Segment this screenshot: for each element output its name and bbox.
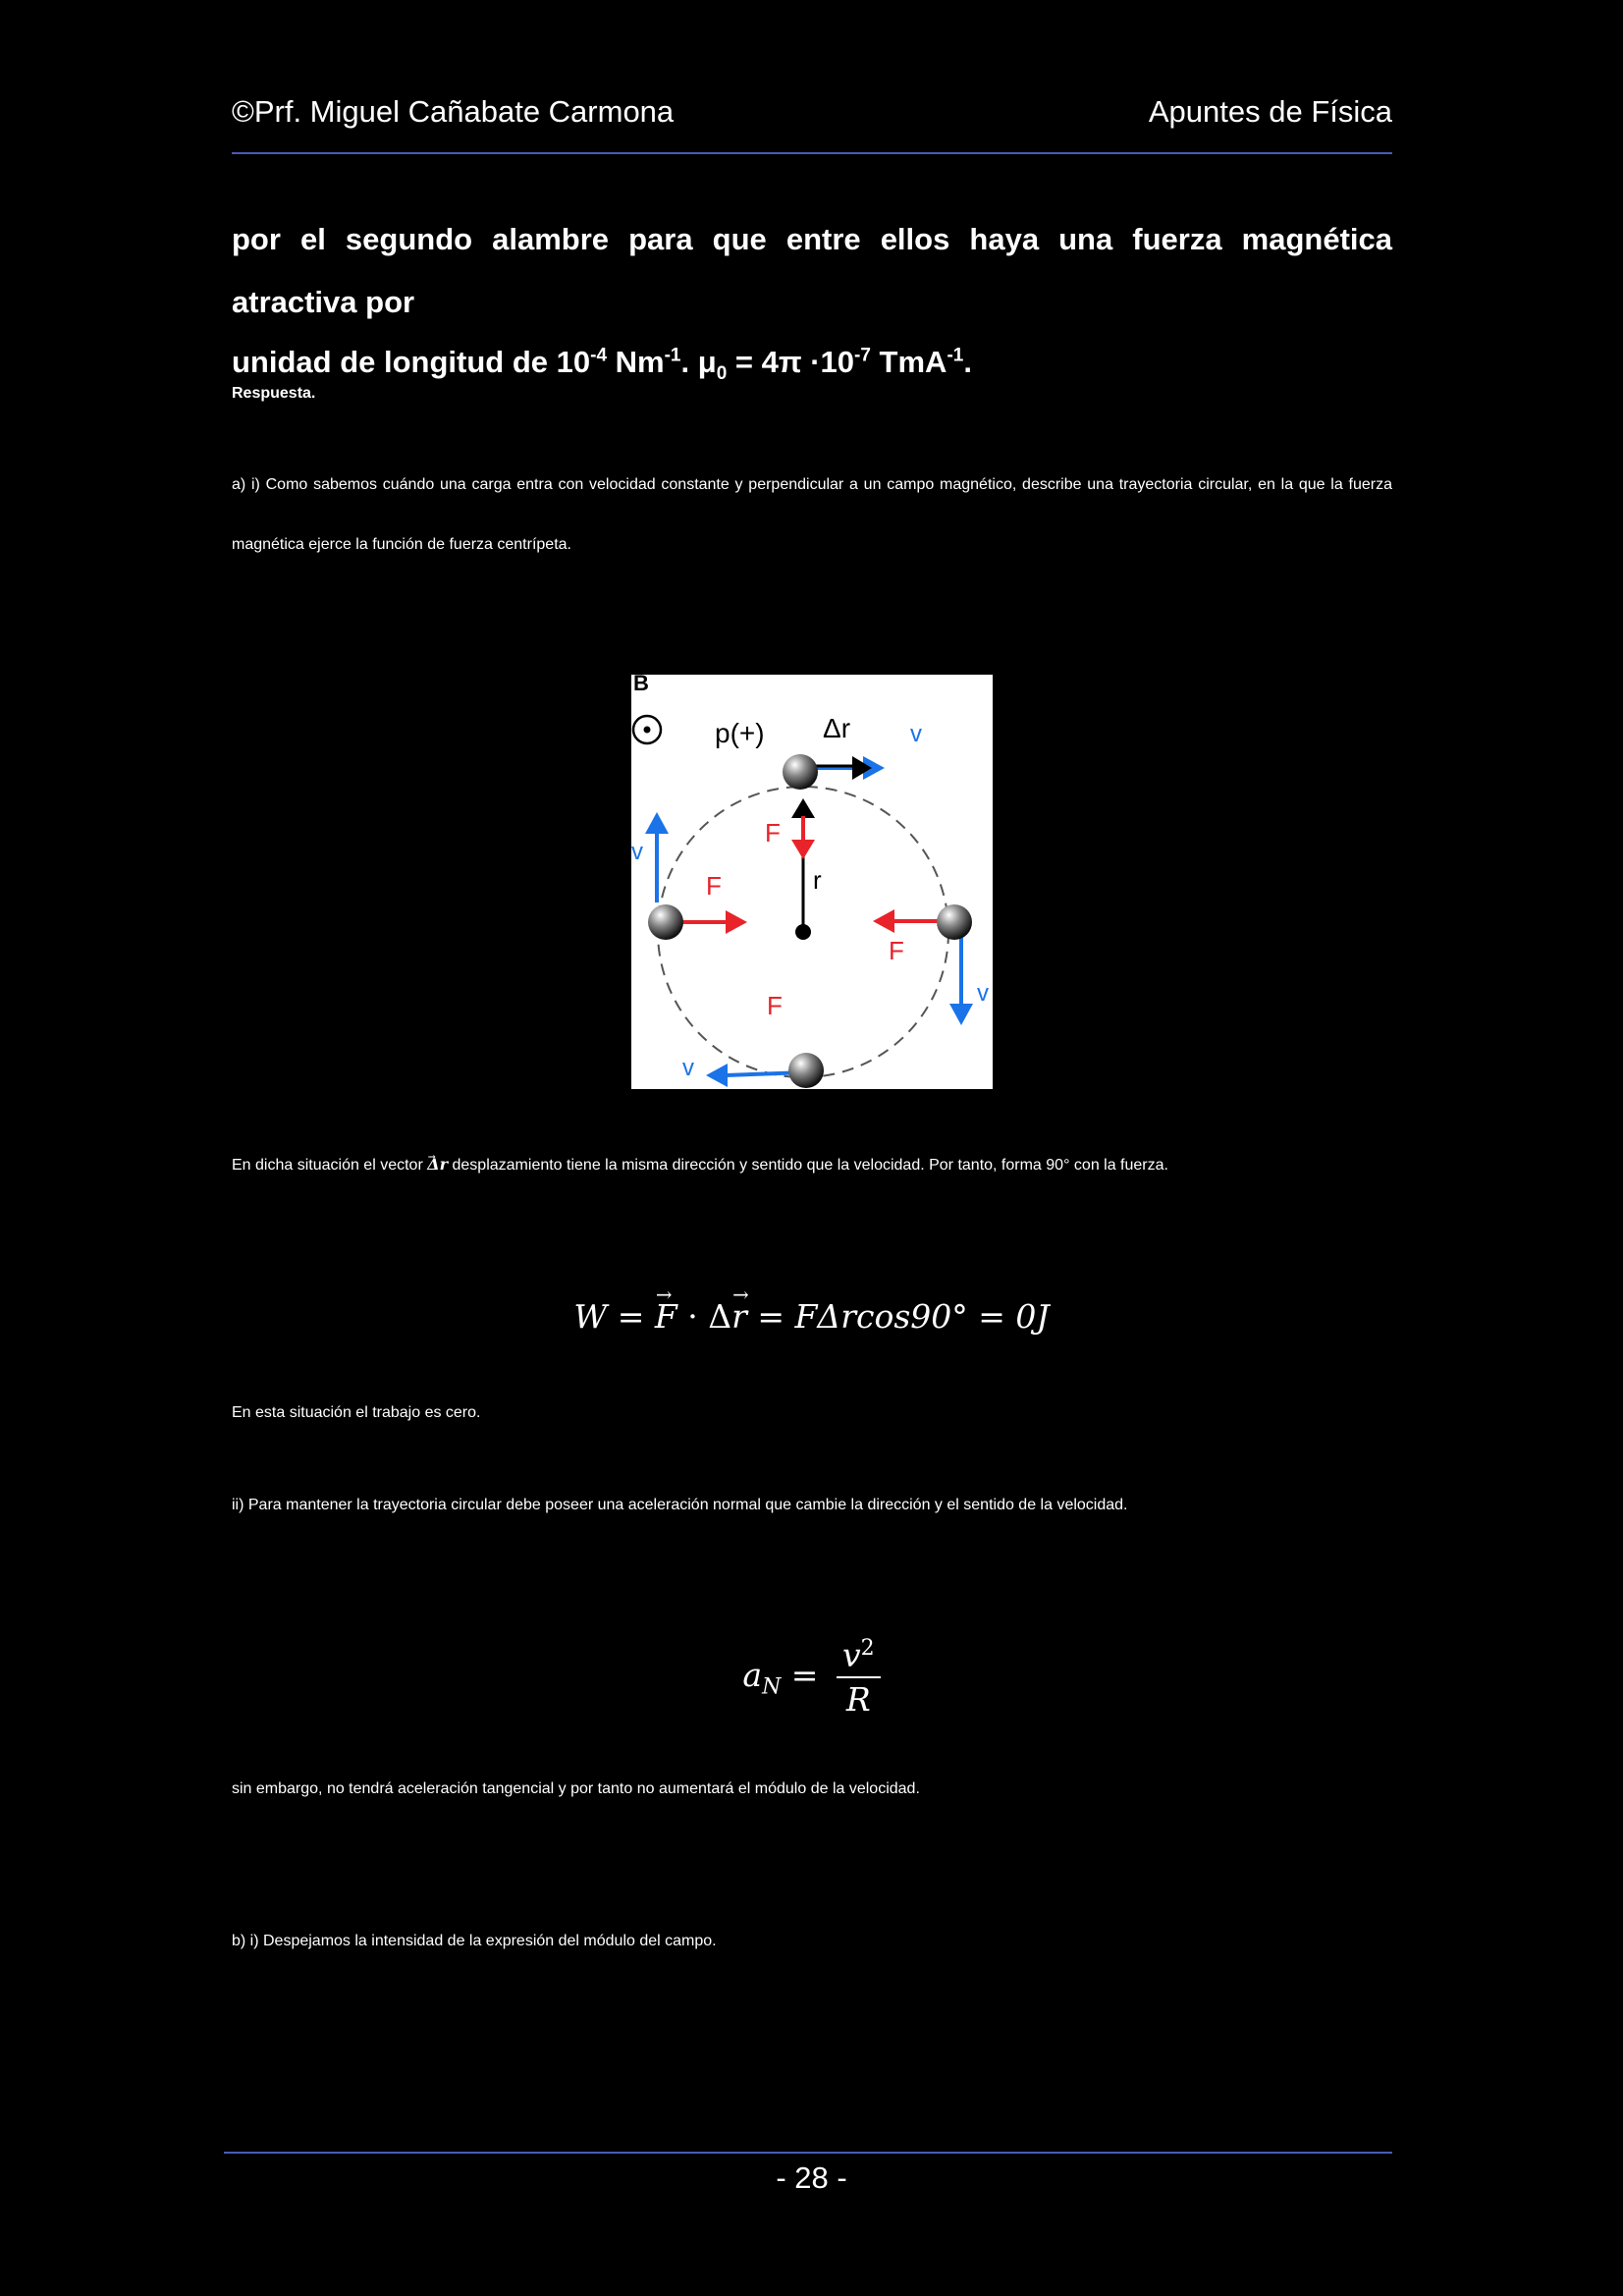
particle-top [783, 754, 818, 790]
eq-term: W [573, 1297, 608, 1336]
paragraph-a-i: a) i) Como sabemos cuándo una carga entra con velocidad constante y perpendicular a un campo magnético, describe una trayectoria circular, en la que la fuerza magnética ejerce la función de fuerza centrípeta. [232, 476, 1392, 553]
fraction-numerator [837, 1636, 881, 1678]
particle-bottom [788, 1053, 824, 1088]
header-rule [232, 152, 1392, 154]
velocity-label-top: v [910, 721, 922, 747]
force-vector: → F [655, 1297, 677, 1336]
radius-label: r [813, 865, 822, 895]
eq-term: · Δ [676, 1297, 732, 1336]
paragraph-ii: ii) Para mantener la trayectoria circular debe poseer una aceleración normal que cambie la dirección y el sentido de la velocidad. [232, 1497, 1128, 1513]
intro-text: Nm [607, 345, 665, 379]
force-label-bottom: F [767, 991, 783, 1020]
intro-exp: -1 [947, 345, 964, 366]
circular-motion-figure [631, 675, 993, 1089]
force-label-right: F [889, 936, 904, 965]
field-label: B [633, 675, 649, 695]
intro-exp: -1 [664, 345, 681, 366]
intro-text: . [963, 345, 972, 379]
eq-exp: 2 [860, 1636, 875, 1661]
particle-left [648, 904, 683, 940]
eq-term: = [607, 1297, 655, 1336]
velocity-label-bottom: v [682, 1055, 694, 1081]
eq-term: = FΔrcos90° = 0J [746, 1297, 1050, 1336]
force-arrow-head [791, 840, 815, 859]
intro-sub: 0 [716, 363, 728, 385]
figure-svg [631, 675, 993, 1089]
intro-text: TmA [870, 345, 947, 379]
intro-exp: -4 [590, 345, 608, 366]
intro-text: . μ [680, 345, 717, 379]
page-header [232, 94, 1392, 130]
delta-r-symbol: → Δr [427, 1134, 448, 1194]
work-equation [0, 1297, 1623, 1336]
field-out-dot [644, 727, 651, 734]
displacement-label: Δr [823, 713, 851, 743]
velocity-arrow-head [645, 812, 669, 834]
arrow-head [791, 798, 815, 818]
paragraph-work-zero: En esta situación el trabajo es cero. [232, 1404, 481, 1421]
respuesta-heading: Respuesta. [232, 385, 316, 402]
eq-term: v [841, 1636, 861, 1674]
eq-term: a [742, 1656, 763, 1694]
force-label-left: F [706, 871, 722, 901]
velocity-arrow-head [949, 1004, 973, 1025]
text-run: En dicha situación el vector [232, 1157, 428, 1174]
force-arrow-head [726, 910, 747, 934]
fraction-denominator: R [845, 1680, 871, 1719]
center-point [795, 924, 811, 940]
force-arrow-head [873, 909, 894, 933]
velocity-arrow-head [706, 1064, 728, 1087]
intro-text: unidad de longitud de 10 [232, 345, 591, 379]
intro-exp: -7 [854, 345, 871, 366]
text-run: desplazamiento tiene la misma dirección y sentido que la velocidad. Por tanto, forma 90° con la fuerza. [448, 1157, 1168, 1174]
intro-text: = 4π ·10 [727, 345, 855, 379]
paragraph-tangencial: sin embargo, no tendrá aceleración tangencial y por tanto no aumentará el módulo de la velocidad. [232, 1780, 920, 1797]
velocity-label-right: v [977, 980, 989, 1007]
eq-sub: N [762, 1674, 782, 1700]
footer-rule [224, 2152, 1392, 2154]
header-author: ©Prf. Miguel Cañabate Carmona [232, 94, 675, 129]
intro-line-1: por el segundo alambre para que entre ellos haya una fuerza magnética atractiva por [232, 222, 1392, 319]
velocity-label-left: v [631, 839, 643, 865]
particle-right [937, 904, 972, 940]
paragraph-b-i: b) i) Despejamos la intensidad de la expresión del módulo del campo. [232, 1933, 717, 1949]
normal-acceleration-equation [0, 1636, 1623, 1719]
header-subject: Apuntes de Física [1148, 94, 1392, 129]
paragraph-vector [232, 1134, 1392, 1195]
fraction [837, 1636, 881, 1719]
particle-label: p(+) [715, 718, 765, 748]
displacement-vector: → r [731, 1297, 747, 1336]
force-label-top: F [765, 818, 781, 847]
eq-term: = [781, 1656, 829, 1694]
page-number: - 28 - [776, 2160, 847, 2195]
